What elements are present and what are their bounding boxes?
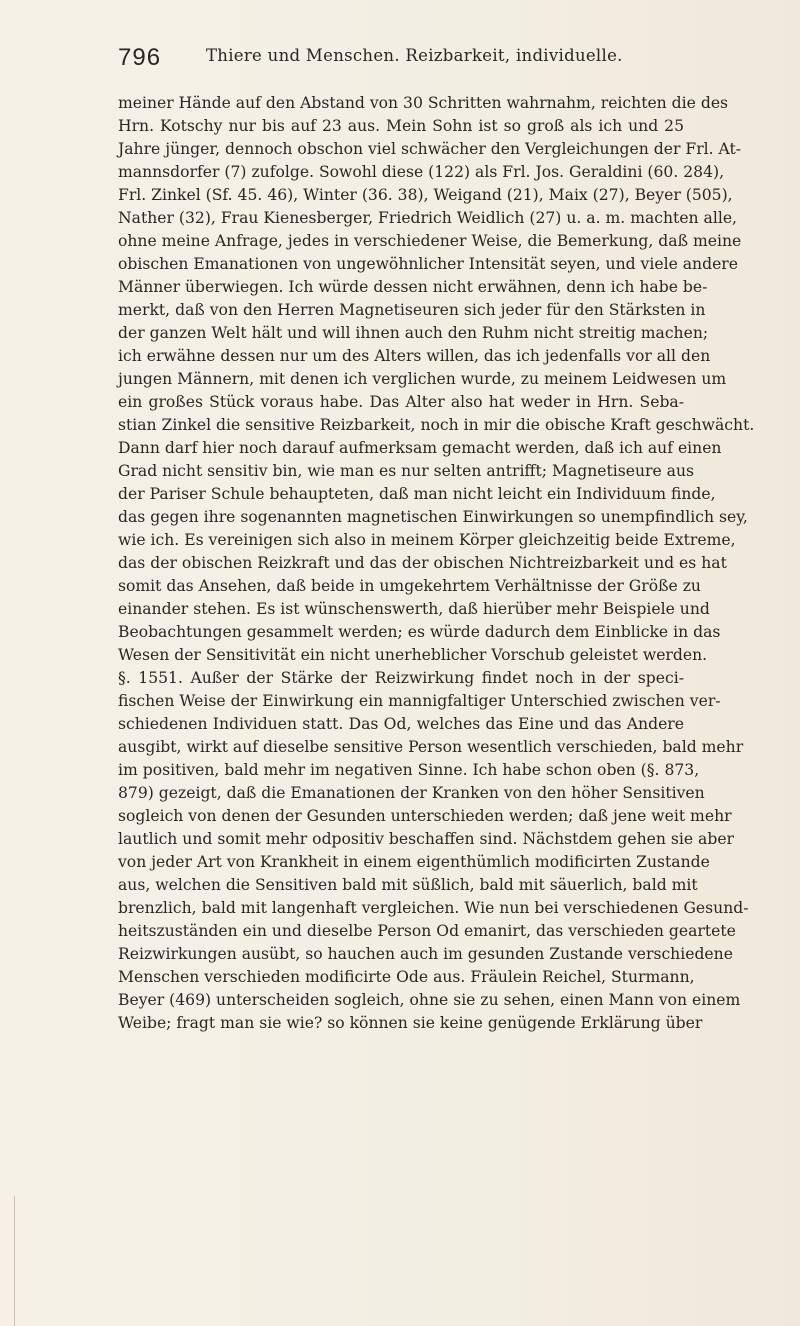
text-line: von jeder Art von Krankheit in einem eigenthümlich modificirten Zustande [118,853,710,871]
text-line: 879) gezeigt, daß die Emanationen der Kranken von den höher Sensitiven [118,784,705,802]
text-line: Reizwirkungen ausübt, so hauchen auch im gesunden Zustande verschiedene [118,945,733,963]
text-line: Beyer (469) unterscheiden sogleich, ohne sie zu sehen, einen Mann von einem [118,991,741,1009]
text-line: aus, welchen die Sensitiven bald mit süßlich, bald mit säuerlich, bald mit [118,876,698,894]
text-line: stian Zinkel die sensitive Reizbarkeit, noch in mir die obische Kraft geschwächt. [118,416,755,434]
text-line: ich erwähne dessen nur um des Alters willen, das ich jedenfalls vor all den [118,347,711,365]
text-line: der ganzen Welt hält und will ihnen auch den Ruhm nicht streitig machen; [118,324,709,342]
text-line: Menschen verschieden modificirte Ode aus. Fräulein Reichel, Sturmann, [118,968,695,986]
text-line: brenzlich, bald mit langenhaft vergleichen. Wie nun bei verschiedenen Gesund- [118,899,749,917]
text-line: Männer überwiegen. Ich würde dessen nicht erwähnen, denn ich habe be- [118,278,708,296]
text-line: lautlich und somit mehr odpositiv beschaffen sind. Nächstdem gehen sie aber [118,830,735,848]
text-line: Frl. Zinkel (Sf. 45. 46), Winter (36. 38), Weigand (21), Maix (27), Beyer (505), [118,186,733,204]
text-line: Jahre jünger, dennoch obschon viel schwächer den Vergleichungen der Frl. At- [118,140,742,158]
text-line: heitszuständen ein und dieselbe Person Od emanirt, das verschieden geartete [118,922,736,940]
text-line: meiner Hände auf den Abstand von 30 Schritten wahrnahm, reichten die des [118,94,729,112]
text-line: im positiven, bald mehr im negativen Sinne. Ich habe schon oben (§. 873, [118,761,700,779]
text-line: somit das Ansehen, daß beide in umgekehrtem Verhältnisse der Größe zu [118,577,701,595]
text-line: ein großes Stück voraus habe. Das Alter also hat weder in Hrn. Seba- [118,393,684,411]
text-line: ausgibt, wirkt auf dieselbe sensitive Person wesentlich verschieden, bald mehr [118,738,744,756]
text-line: Nather (32), Frau Kienesberger, Friedrich Weidlich (27) u. a. m. machten alle, [118,209,738,227]
text-line: merkt, daß von den Herren Magnetiseuren sich jeder für den Stärksten in [118,301,706,319]
text-line: der Pariser Schule behaupteten, daß man nicht leicht ein Individuum finde, [118,485,716,503]
text-line: Dann darf hier noch darauf aufmerksam gemacht werden, daß ich auf einen [118,439,722,457]
text-line: ohne meine Anfrage, jedes in verschiedener Weise, die Bemerkung, daß meine [118,232,742,250]
text-line: §. 1551. Außer der Stärke der Reizwirkung findet noch in der speci- [118,669,684,687]
text-line: einander stehen. Es ist wünschenswerth, daß hierüber mehr Beispiele und [118,600,710,618]
text-line: Beobachtungen gesammelt werden; es würde dadurch dem Einblicke in das [118,623,721,641]
text-line: Weibe; fragt man sie wie? so können sie keine genügende Erklärung über [118,1014,703,1032]
page-number: 796 [118,44,162,71]
page-edge [0,1196,15,1326]
running-title: Thiere und Menschen. Reizbarkeit, individuelle. [206,46,623,65]
text-line: das gegen ihre sogenannten magnetischen Einwirkungen so unempfindlich sey, [118,508,748,526]
text-line: wie ich. Es vereinigen sich also in meinem Körper gleichzeitig beide Extreme, [118,531,736,549]
text-line: obischen Emanationen von ungewöhnlicher Intensität seyen, und viele andere [118,255,738,273]
text-line: fischen Weise der Einwirkung ein mannigfaltiger Unterschied zwischen ver- [118,692,721,710]
text-line: mannsdorfer (7) zufolge. Sowohl diese (122) als Frl. Jos. Geraldini (60. 284), [118,163,725,181]
page-header [118,44,678,78]
text-line: Wesen der Sensitivität ein nicht unerheblicher Vorschub geleistet werden. [118,646,708,664]
text-line: sogleich von denen der Gesunden unterschieden werden; daß jene weit mehr [118,807,732,825]
text-line: Grad nicht sensitiv bin, wie man es nur selten antrifft; Magnetiseure aus [118,462,695,480]
text-line: das der obischen Reizkraft und das der obischen Nichtreizbarkeit und es hat [118,554,727,572]
text-line: jungen Männern, mit denen ich verglichen wurde, zu meinem Leidwesen um [118,370,727,388]
body-text [118,92,755,1035]
text-line: schiedenen Individuen statt. Das Od, welches das Eine und das Andere [118,715,684,733]
text-line: Hrn. Kotschy nur bis auf 23 aus. Mein Sohn ist so groß als ich und 25 [118,117,684,135]
